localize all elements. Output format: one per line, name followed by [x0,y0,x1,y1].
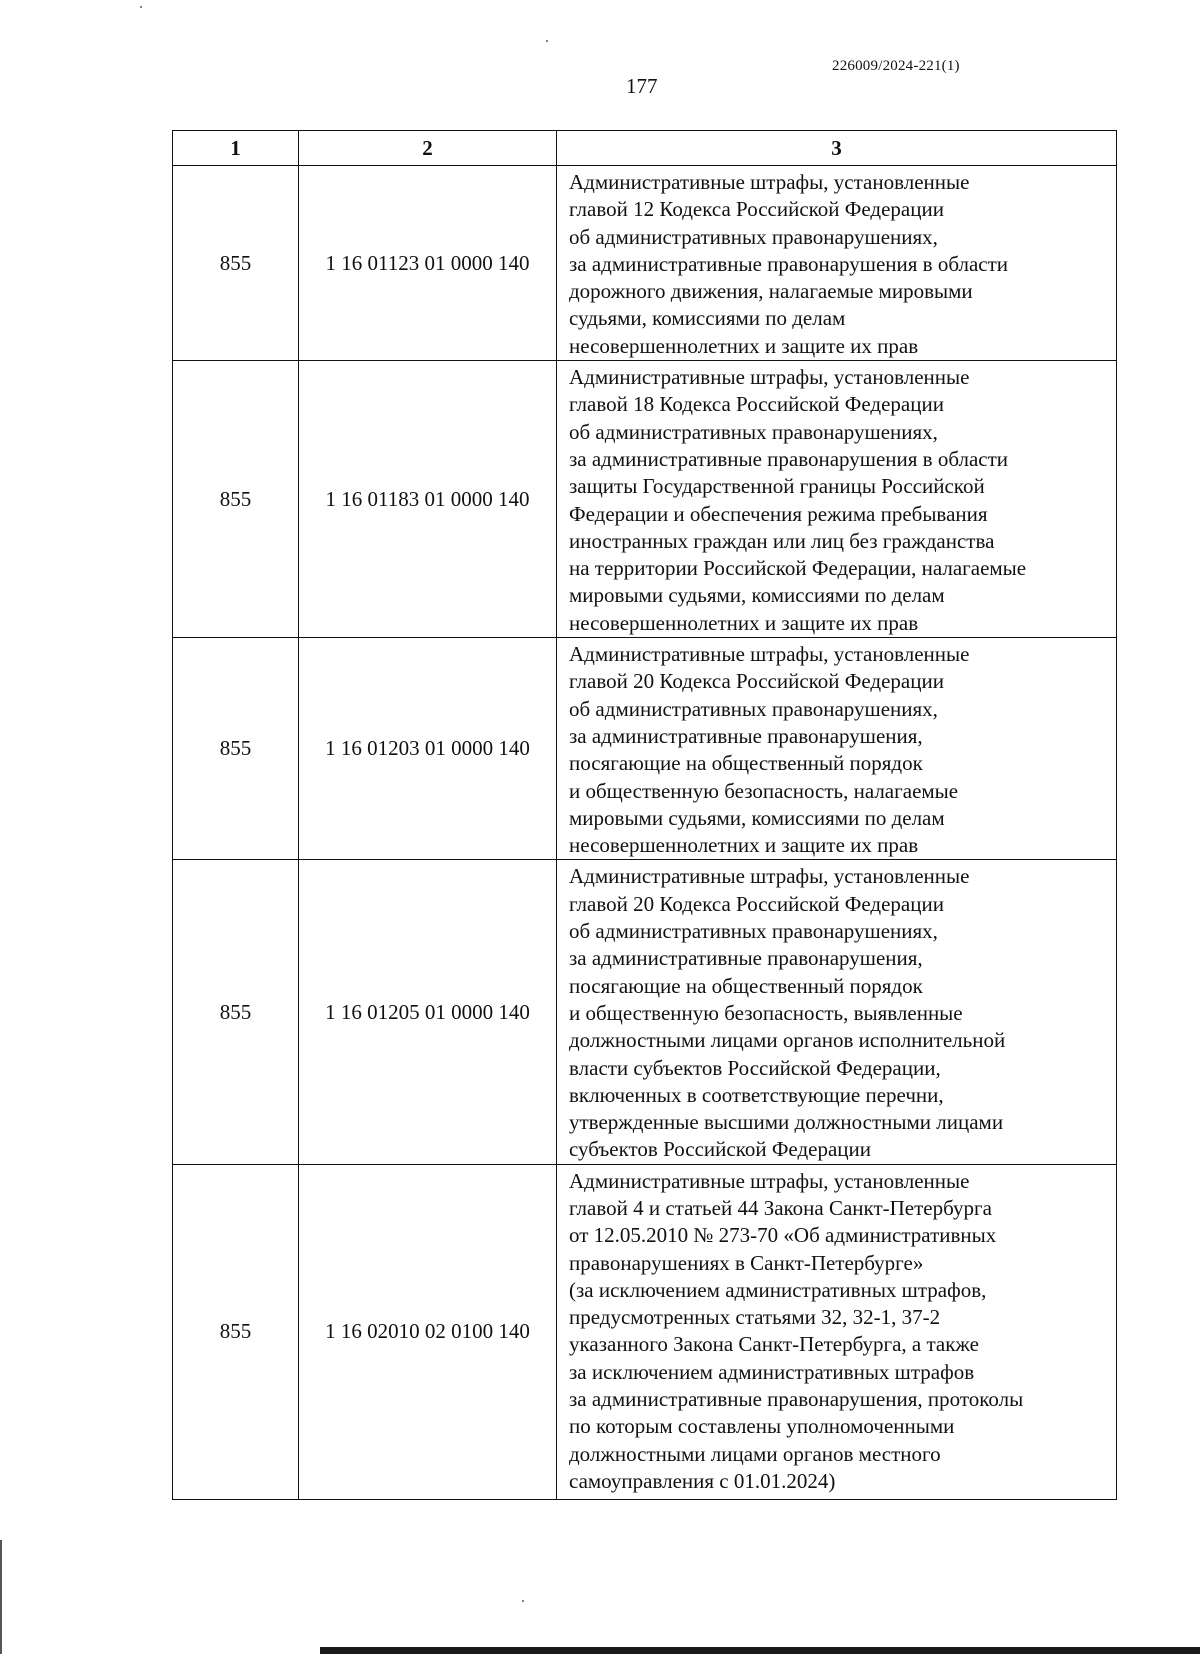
description-line: мировыми судьями, комиссиями по делам [569,805,945,830]
table-row [173,860,1117,1164]
description-line: предусмотренных статьями 32, 32-1, 37-2 [569,1305,941,1330]
column-header-1: 1 [173,131,299,166]
admin-code-cell: 855 [173,638,299,860]
description-line: и общественную безопасность, налагаемые [569,778,959,803]
page-number: 177 [626,74,658,98]
admin-code-cell: 855 [173,166,299,361]
scan-speck [522,1600,524,1602]
budget-code-cell: 1 16 01203 01 0000 140 [299,638,557,860]
description-line: утвержденные высшими должностными лицами [569,1110,1004,1135]
description-line: судьями, комиссиями по делам [569,306,846,331]
column-header-2: 2 [299,131,557,166]
description-line: главой 20 Кодекса Российской Федерации [569,669,944,694]
description-line: за административные правонарушения, [569,946,923,971]
description-line: несовершеннолетних и защите их прав [569,610,919,635]
budget-code-cell: 1 16 01123 01 0000 140 [299,166,557,361]
description-cell [557,361,1117,638]
description-line: Административные штрафы, установленные [569,1168,970,1193]
description-line: Административные штрафы, установленные [569,864,970,889]
table-row [173,638,1117,860]
description-line: посягающие на общественный порядок [569,973,923,998]
budget-code-cell: 1 16 02010 02 0100 140 [299,1164,557,1499]
description-line: об административных правонарушениях, [569,419,938,444]
description-line: несовершеннолетних и защите их прав [569,833,919,858]
table-row [173,166,1117,361]
description-line: указанного Закона Санкт-Петербурга, а также [569,1332,979,1357]
description-line: от 12.05.2010 № 273-70 «Об административных [569,1223,997,1248]
description-line: за административные правонарушения, протоколы [569,1387,1024,1412]
scan-left-edge [0,1540,2,1654]
description-cell [557,166,1117,361]
description-cell [557,1164,1117,1499]
description-line: об административных правонарушениях, [569,224,938,249]
document-id: 226009/2024-221(1) [832,58,960,74]
description-line: об административных правонарушениях, [569,696,938,721]
description-line: субъектов Российской Федерации [569,1137,872,1162]
admin-code-cell: 855 [173,361,299,638]
description-line: защиты Государственной границы Российской [569,474,985,499]
description-line: должностными лицами органов местного [569,1441,941,1466]
description-line: (за исключением административных штрафов, [569,1277,987,1302]
description-line: за административные правонарушения, [569,723,923,748]
scan-speck [140,6,142,8]
description-cell [557,860,1117,1164]
description-line: правонарушениях в Санкт-Петербурге» [569,1250,924,1275]
description-line: должностными лицами органов исполнительной [569,1028,1006,1053]
description-line: за административные правонарушения в области [569,251,1009,276]
description-line: об административных правонарушениях, [569,919,938,944]
budget-code-cell: 1 16 01205 01 0000 140 [299,860,557,1164]
description-line: включенных в соответствующие перечни, [569,1082,944,1107]
description-line: на территории Российской Федерации, налагаемые [569,556,1027,581]
budget-classification-table [172,130,1117,1500]
description-line: Административные штрафы, установленные [569,642,970,667]
description-line: мировыми судьями, комиссиями по делам [569,583,945,608]
budget-code-cell: 1 16 01183 01 0000 140 [299,361,557,638]
description-line: главой 4 и статьей 44 Закона Санкт-Петербурга [569,1195,992,1220]
description-line: по которым составлены уполномоченными [569,1414,955,1439]
description-line: и общественную безопасность, выявленные [569,1000,963,1025]
description-line: главой 18 Кодекса Российской Федерации [569,392,944,417]
description-line: власти субъектов Российской Федерации, [569,1055,941,1080]
scan-speck [546,40,548,42]
description-line: за исключением административных штрафов [569,1359,975,1384]
description-line: главой 12 Кодекса Российской Федерации [569,197,944,222]
description-line: самоуправления с 01.01.2024) [569,1468,836,1493]
description-cell [557,638,1117,860]
table-row [173,361,1117,638]
description-line: посягающие на общественный порядок [569,751,923,776]
description-line: Административные штрафы, установленные [569,170,970,194]
description-line: главой 20 Кодекса Российской Федерации [569,891,944,916]
scan-bottom-bar [320,1647,1200,1654]
description-line: несовершеннолетних и защите их прав [569,333,919,358]
admin-code-cell: 855 [173,1164,299,1499]
description-line: Федерации и обеспечения режима пребывания [569,501,988,526]
description-line: Административные штрафы, установленные [569,365,970,390]
table-row [173,1164,1117,1499]
table-header-row [173,131,1117,166]
description-line: дорожного движения, налагаемые мировыми [569,279,973,304]
admin-code-cell: 855 [173,860,299,1164]
description-line: иностранных граждан или лиц без гражданства [569,528,995,553]
column-header-3: 3 [557,131,1117,166]
description-line: за административные правонарушения в области [569,446,1009,471]
